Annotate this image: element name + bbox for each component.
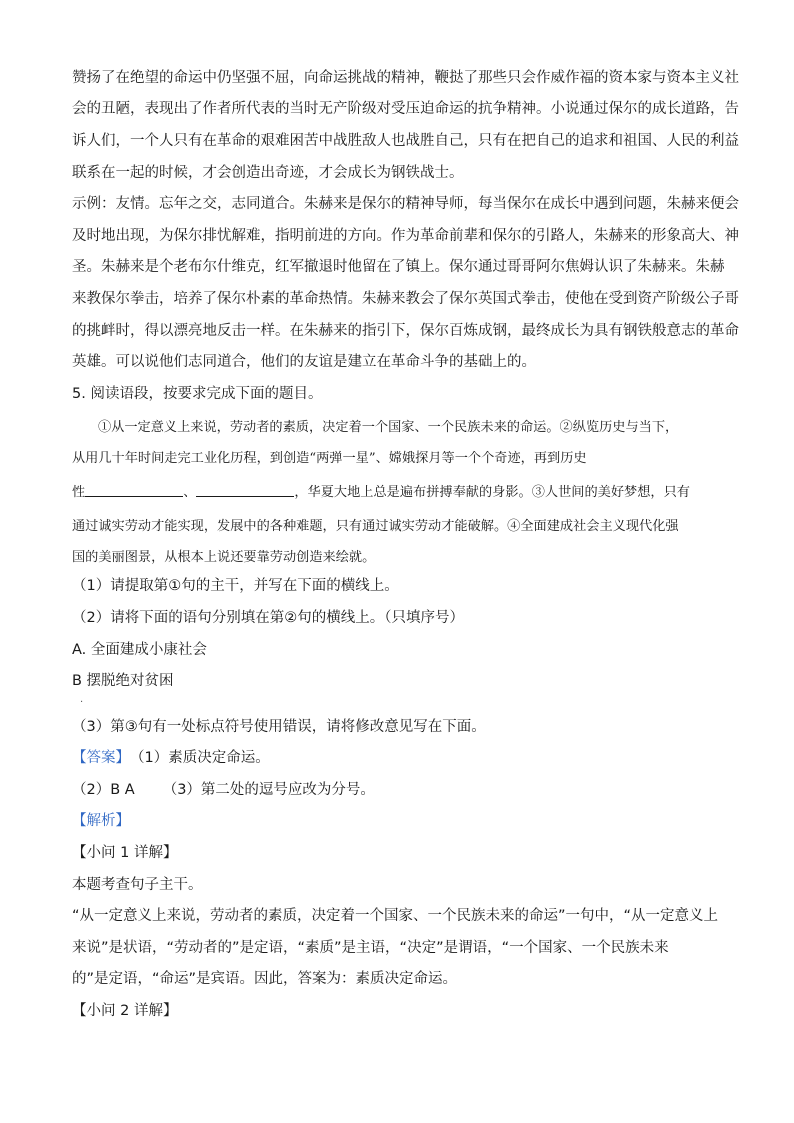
text-line: 赞扬了在绝望的命运中仍坚强不屈，向命运挑战的精神，鞭挞了那些只会作威作福的资本家与资本主义社 [72,69,739,86]
text-line: 诉人们，一个人只有在革命的艰难困苦中战胜敌人也战胜自己，只有在把自己的追求和祖国、人民的利益 [72,132,739,149]
sub-question-2-title: 【小问 2 详解】 [72,1003,178,1020]
passage-line: ①从一定意义上来说，劳动者的素质，决定着一个国家、一个民族未来的命运。②纵览历史与当下， [98,419,679,435]
question-2: （2）请将下面的语句分别填在第②句的横线上。（只填序号） [72,609,464,626]
reading-passage [72,410,724,571]
text-line: 圣。朱赫来是个老布尔什维克，红军撤退时他留在了镇上。保尔通过哥哥阿尔焦姆认识了朱赫来。朱赫 [72,259,725,276]
question-3: （3）第③句有一处标点符号使用错误，请将修改意见写在下面。 [72,718,486,735]
passage-text: 、 [183,484,197,500]
fill-blank-1[interactable] [85,484,183,497]
fill-blank-2[interactable] [196,484,294,497]
sub-question-1-title: 【小问 1 详解】 [72,845,178,862]
text-line: 示例：友情。忘年之交，志同道合。朱赫来是保尔的精神导师，每当保尔在成长中遇到问题，朱赫来便会 [72,196,739,213]
paragraph-theme [72,62,739,188]
analysis-line: 来说”是状语，“劳动者的”是定语，“素质”是主语，“决定”是谓语，“一个国家、一个民族未来 [72,939,669,956]
passage-line: 通过诚实劳动才能实现，发展中的各种难题，只有通过诚实劳动才能破解。④全面建成社会主义现代化强 [72,518,679,534]
analysis-line: 的”是定语，“命运”是宾语。因此，答案为：素质决定命运。 [72,971,458,988]
answer-3: （3）第二处的逗号应改为分号。 [162,781,375,798]
passage-text: ，华夏大地上总是遍布拼搏奉献的身影。③人世间的美好梦想，只有 [294,484,690,500]
question-5-title: 5. 阅读语段，按要求完成下面的题目。 [72,385,323,402]
answer-line [72,774,724,806]
passage-text: 性 [72,484,86,500]
analysis-section [72,806,724,1027]
option-b: B 摆脱绝对贫困 [72,673,174,690]
passage-line: 国的美丽图景，从根本上说还要靠劳动创造来绘就。 [72,549,376,565]
answer-line [72,743,724,775]
stray-dot: · [80,696,84,708]
answer-section [72,743,724,806]
text-line: 英雄。可以说他们志同道合，他们的友谊是建立在革命斗争的基础上的。 [72,354,536,371]
text-line: 会的丑陋，表现出了作者所代表的当时无产阶级对受压迫命运的抗争精神。小说通过保尔的成长道路，告 [72,101,739,118]
sub-question-1-intro: 本题考查句子主干。 [72,876,203,893]
text-line: 及时地出现，为保尔排忧解难，指明前进的方向。作为革命前辈和保尔的引路人，朱赫来的形象高大、神 [72,227,739,244]
analysis-line: “从一定意义上来说，劳动者的素质，决定着一个国家、一个民族未来的命运”一句中，“从一定意义上 [72,908,719,925]
question-list [72,571,724,743]
answer-2: （2）B A [72,781,135,798]
stray-mark-row [72,697,724,711]
text-line: 的挑衅时，得以漂亮地反击一样。在朱赫来的指引下，保尔百炼成钢，最终成长为具有钢铁般意志的革命 [72,322,739,339]
question-1: （1）请提取第①句的主干，并写在下面的横线上。 [72,578,399,595]
passage-line-with-blanks [72,472,724,509]
passage-line: 从用几十年时间走完工业化历程，到创造“两弹一星”、嫦娥探月等一个个奇迹，再到历史 [72,450,587,466]
text-line: 来教保尔拳击，培养了保尔朴素的革命热情。朱赫来教会了保尔英国式拳击，使他在受到资产阶级公子哥 [72,290,739,307]
text-line: 联系在一起的时候，才会创造出奇迹，才会成长为钢铁战士。 [72,164,464,181]
option-a: A. 全面建成小康社会 [72,641,207,658]
answer-1: （1）素质决定命运。 [130,750,270,767]
document-page [72,62,739,1027]
answer-label: 【答案】 [72,750,130,767]
analysis-label: 【解析】 [72,813,130,830]
paragraph-example [72,188,739,378]
